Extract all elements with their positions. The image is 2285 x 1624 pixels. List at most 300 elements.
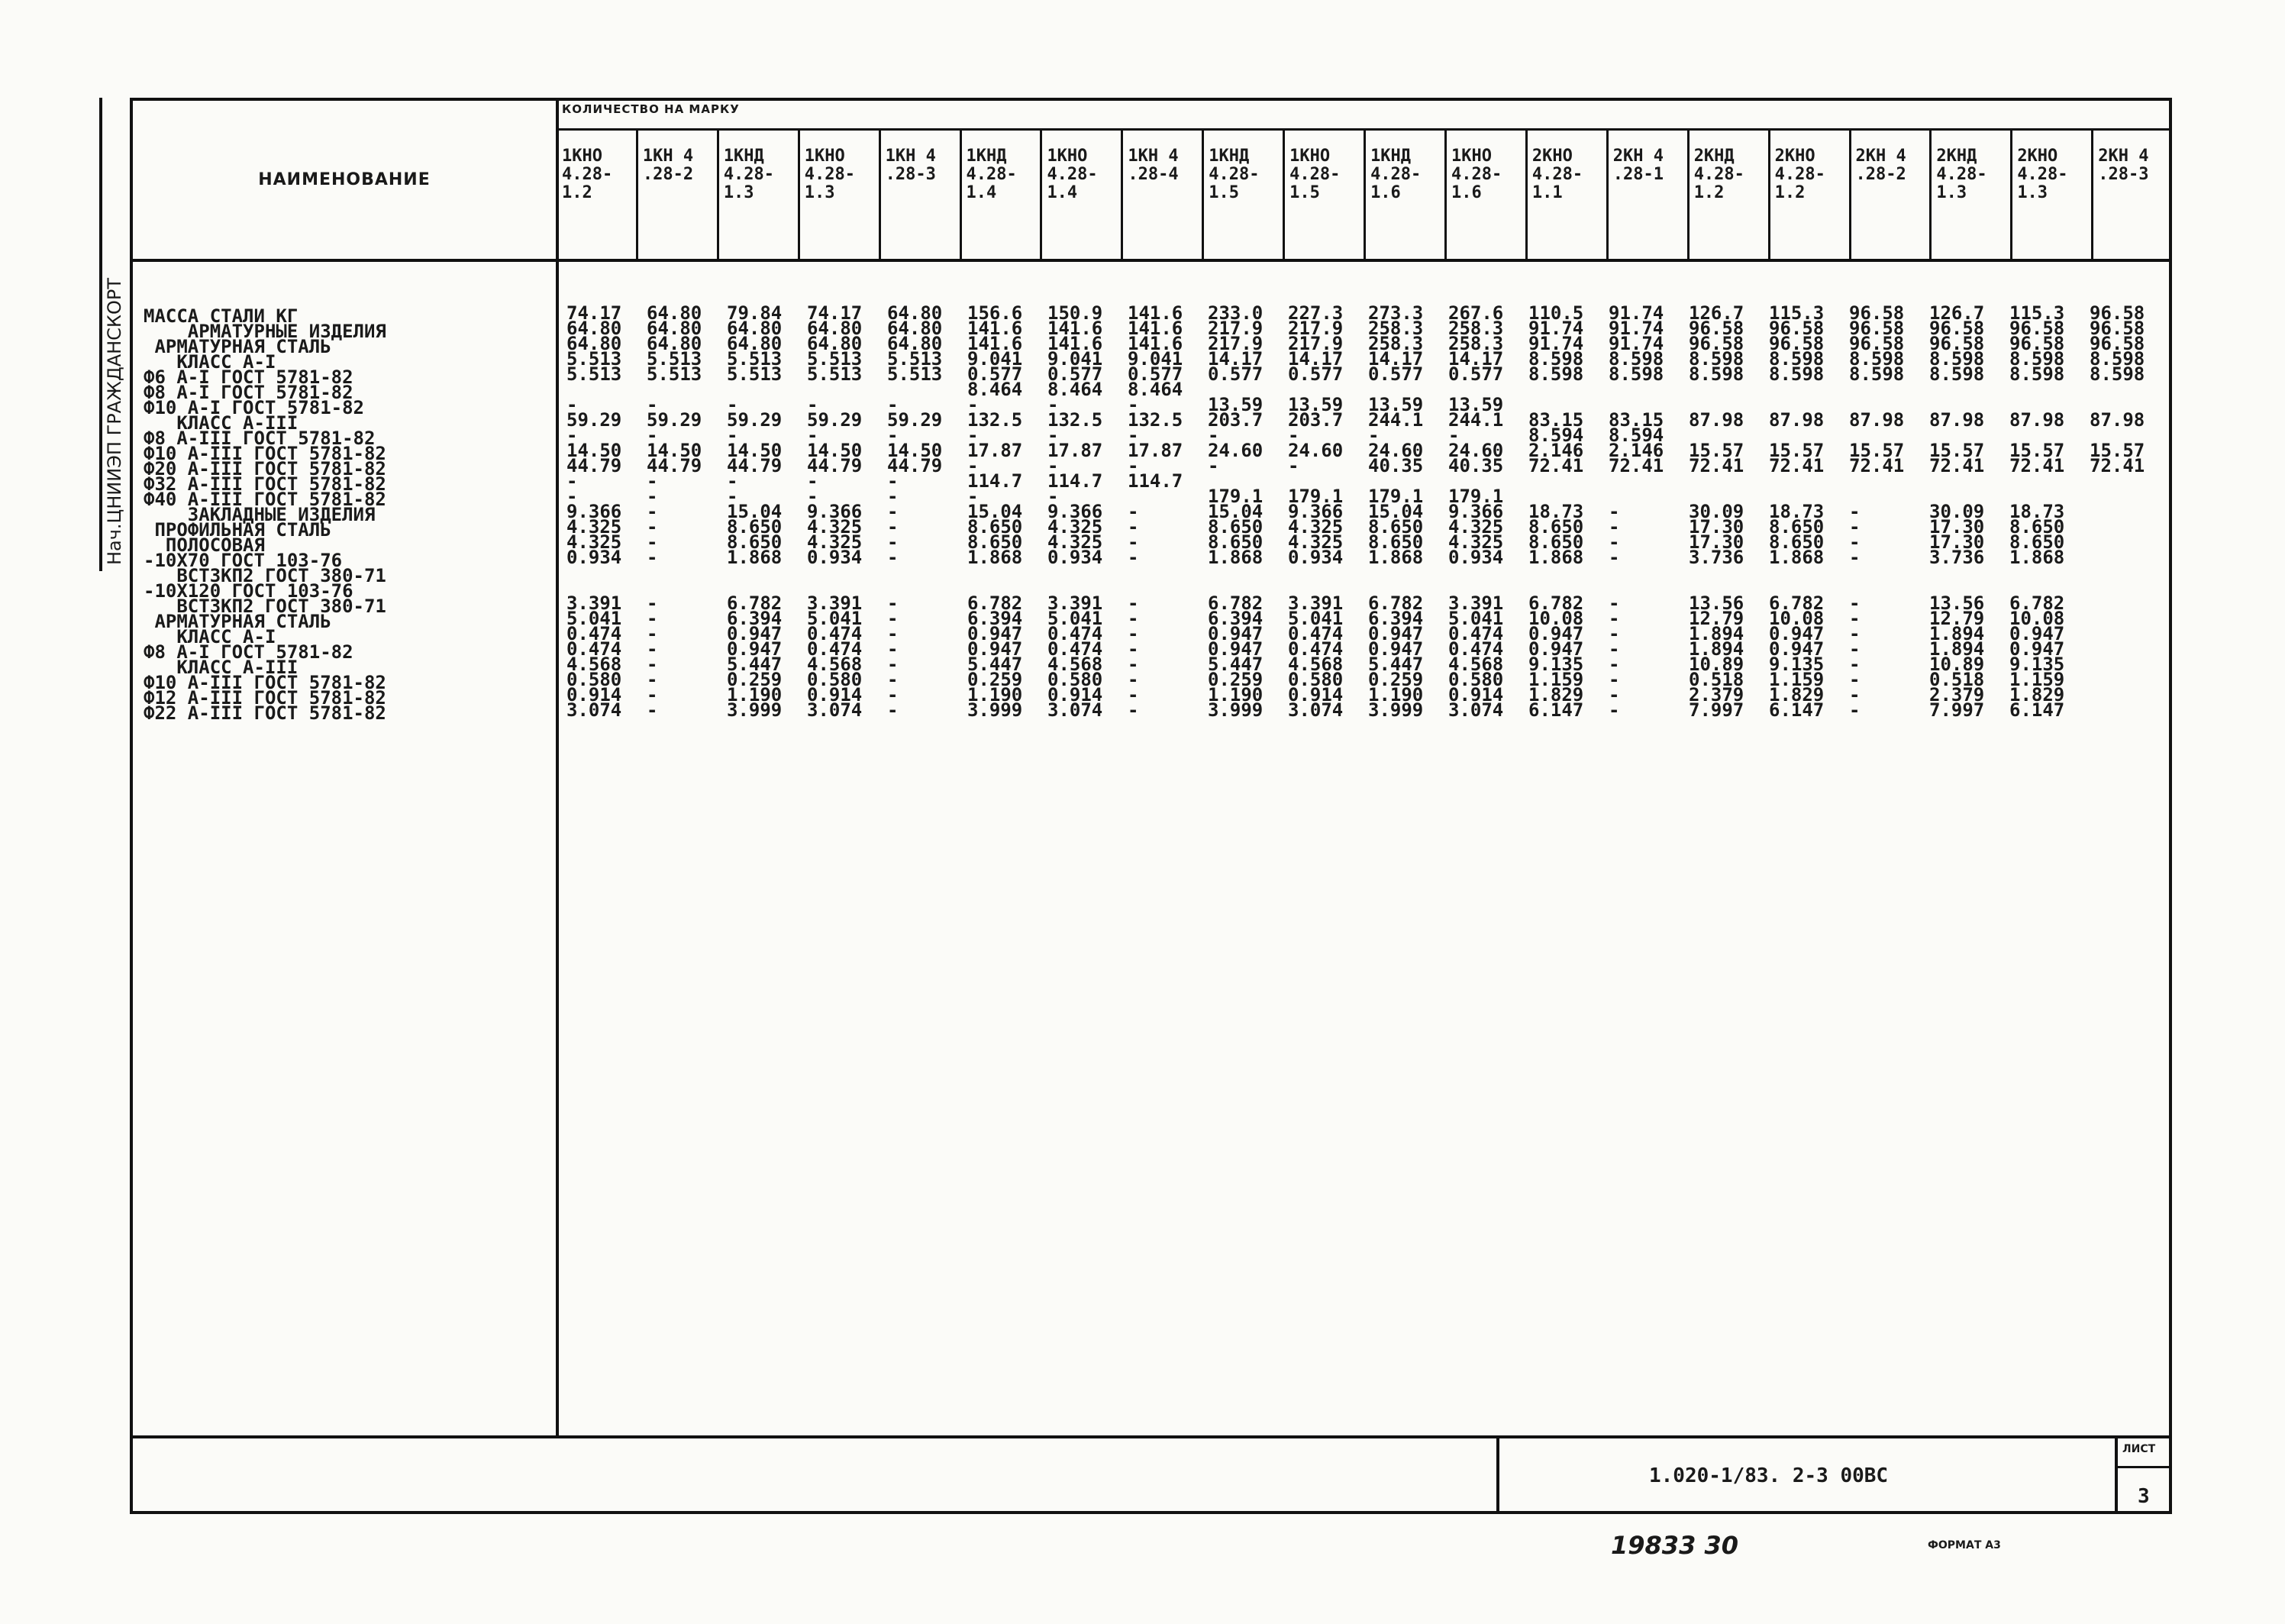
table-cell: 0.947	[1769, 623, 1825, 644]
table-cell: 13.59	[1448, 394, 1504, 415]
table-cell: 8.650	[1769, 516, 1825, 538]
table-cell: 15.57	[1769, 440, 1825, 461]
table-cell: 0.947	[727, 638, 783, 660]
table-cell: -	[647, 699, 658, 721]
table-cell: -	[1128, 699, 1139, 721]
table-cell: 59.29	[727, 409, 783, 431]
mark-column-header	[1447, 131, 1528, 259]
table-cell: 3.074	[1288, 699, 1344, 721]
format-label: ФОРМАТ А3	[1928, 1539, 2001, 1551]
table-cell	[1929, 473, 2009, 489]
table-cell	[1128, 565, 1208, 580]
mark-column-header	[1042, 131, 1123, 259]
table-cell: -	[647, 501, 658, 522]
table-cell: 1.894	[1929, 623, 1985, 644]
table-cell: -	[1128, 592, 1139, 614]
table-cell	[1528, 473, 1609, 489]
table-cell: 64.80	[727, 333, 783, 354]
mark-column-header-line: 2КНД	[1693, 147, 1735, 166]
table-cell: -	[887, 501, 899, 522]
table-cell: 8.650	[1368, 531, 1424, 553]
table-cell: 64.80	[566, 318, 622, 339]
table-cell: 44.79	[887, 455, 943, 476]
mark-column-header	[1851, 131, 1932, 259]
table-cell: 8.598	[1929, 363, 1985, 385]
table-cell: 1.868	[2009, 547, 2065, 568]
mark-column-header-line: 4.28-	[1451, 165, 1502, 184]
mark-column-header	[881, 131, 962, 259]
table-cell: 8.598	[2009, 348, 2065, 370]
table-cell: -	[1609, 501, 1620, 522]
table-cell: -	[1368, 425, 1380, 446]
table-cell: 126.7	[1689, 302, 1744, 324]
item-name: Ф20 А-III ГОСТ 5781-82	[144, 458, 386, 479]
table-cell	[1929, 382, 2009, 397]
table-cell: 114.7	[967, 470, 1023, 492]
table-cell	[1689, 382, 1769, 397]
table-cell: 217.9	[1288, 318, 1344, 339]
table-cell: 233.0	[1208, 302, 1264, 324]
mark-column-header-line: 4.28-	[562, 165, 613, 184]
table-cell: 9.135	[2009, 654, 2065, 675]
mark-column-header-line: 1КНД	[1370, 147, 1412, 166]
table-cell: 1.159	[2009, 669, 2065, 690]
table-cell: -	[807, 394, 818, 415]
table-cell: 3.391	[1047, 592, 1103, 614]
table-cell: -	[1609, 699, 1620, 721]
table-cell: 3.391	[807, 592, 863, 614]
table-cell: 0.947	[967, 623, 1023, 644]
table-row	[566, 547, 2170, 568]
mark-column-header-line: 1.1	[1531, 183, 1563, 202]
table-cell	[1128, 489, 1208, 504]
table-cell: 0.580	[1288, 669, 1344, 690]
table-cell: 0.934	[1047, 547, 1103, 568]
table-cell: 96.58	[2090, 302, 2145, 324]
table-cell: 14.17	[1208, 348, 1264, 370]
table-cell: 8.650	[1528, 516, 1584, 538]
table-cell: 10.89	[1689, 654, 1744, 675]
table-cell: 0.914	[1288, 684, 1344, 705]
mark-column-header	[1690, 131, 1770, 259]
table-cell: 87.98	[1929, 409, 1985, 431]
table-cell: -	[1849, 592, 1861, 614]
mark-column-header	[719, 131, 800, 259]
table-cell	[647, 580, 727, 596]
table-cell: -	[1609, 638, 1620, 660]
table-cell: 5.041	[1288, 608, 1344, 629]
table-cell: -	[807, 425, 818, 446]
table-cell: -	[1288, 425, 1299, 446]
table-cell: 179.1	[1448, 486, 1504, 507]
table-cell: 132.5	[1047, 409, 1103, 431]
table-cell: -	[1047, 455, 1059, 476]
table-cell: -	[1849, 669, 1861, 690]
table-cell: 7.997	[1929, 699, 1985, 721]
table-cell	[2090, 626, 2170, 641]
table-cell: 91.74	[1528, 318, 1584, 339]
table-cell: 5.513	[727, 348, 783, 370]
table-cell: 3.074	[1448, 699, 1504, 721]
table-cell	[2009, 565, 2090, 580]
mark-column-header-line: 2КН 4	[1612, 147, 1664, 166]
table-cell: 8.598	[1609, 363, 1664, 385]
table-cell: 96.58	[1849, 333, 1905, 354]
table-cell: 96.58	[2090, 318, 2145, 339]
table-cell: 227.3	[1288, 302, 1344, 324]
table-cell: 74.17	[566, 302, 622, 324]
table-cell: 14.50	[887, 440, 943, 461]
table-row	[566, 565, 2170, 580]
item-name: КЛАСС А-III	[144, 412, 299, 434]
table-cell: 18.73	[2009, 501, 2065, 522]
table-cell: 0.474	[1288, 623, 1344, 644]
table-cell: 8.650	[727, 531, 783, 553]
table-cell: 1.190	[1368, 684, 1424, 705]
table-cell: 83.15	[1528, 409, 1584, 431]
table-cell: 14.17	[1368, 348, 1424, 370]
table-cell: 217.9	[1288, 333, 1344, 354]
table-cell	[1448, 565, 1528, 580]
stamp-divider	[130, 1435, 2172, 1438]
table-cell: 3.074	[566, 699, 622, 721]
table-cell: 4.568	[1288, 654, 1344, 675]
item-name: Ф40 А-III ГОСТ 5781-82	[144, 489, 386, 510]
mark-column-header	[1204, 131, 1285, 259]
table-cell: 3.736	[1929, 547, 1985, 568]
table-cell: 0.934	[1448, 547, 1504, 568]
item-name: АРМАТУРНЫЕ ИЗДЕЛИЯ	[144, 321, 386, 342]
table-cell: -	[647, 592, 658, 614]
table-cell: 72.41	[1528, 455, 1584, 476]
table-cell: 5.041	[807, 608, 863, 629]
table-cell: 6.782	[1769, 592, 1825, 614]
table-cell: -	[887, 623, 899, 644]
table-cell: 4.568	[807, 654, 863, 675]
table-cell: 1.868	[1528, 547, 1584, 568]
table-cell: 1.190	[967, 684, 1023, 705]
table-cell: -	[887, 470, 899, 492]
table-cell: 8.598	[1849, 348, 1905, 370]
table-cell: 2.146	[1609, 440, 1664, 461]
table-cell: 15.04	[1368, 501, 1424, 522]
table-cell	[2090, 672, 2170, 687]
table-cell: 8.598	[1769, 348, 1825, 370]
table-cell: 0.947	[2009, 638, 2065, 660]
table-cell: 1.868	[727, 547, 783, 568]
table-cell: 1.894	[1689, 623, 1744, 644]
table-cell: 126.7	[1929, 302, 1985, 324]
table-cell	[1609, 473, 1689, 489]
table-cell	[1288, 565, 1368, 580]
table-cell: -	[727, 486, 738, 507]
sheet-divider	[2118, 1466, 2172, 1468]
table-cell: 1.868	[967, 547, 1023, 568]
table-cell: 1.894	[1929, 638, 1985, 660]
table-cell: -	[1849, 501, 1861, 522]
table-cell: -	[1849, 654, 1861, 675]
table-cell: 1.868	[1208, 547, 1264, 568]
table-cell: 64.80	[566, 333, 622, 354]
table-cell: 1.829	[1528, 684, 1584, 705]
table-cell: 0.577	[967, 363, 1023, 385]
table-cell: -	[647, 608, 658, 629]
table-cell	[1047, 565, 1128, 580]
item-name: ВСТЗКП2 ГОСТ 380-71	[144, 596, 386, 617]
item-name: Ф22 А-III ГОСТ 5781-82	[144, 702, 386, 724]
table-cell: 5.513	[566, 348, 622, 370]
mark-column-header-line: 1КНД	[966, 147, 1007, 166]
mark-column-header-line: 2КНО	[1531, 147, 1573, 166]
table-cell: 5.447	[967, 654, 1023, 675]
table-cell: 0.947	[2009, 623, 2065, 644]
mark-column-header	[1285, 131, 1366, 259]
quantity-grid	[566, 302, 2170, 721]
table-cell: 0.580	[1448, 669, 1504, 690]
table-cell	[2090, 519, 2170, 534]
table-cell: 5.513	[566, 363, 622, 385]
table-cell: 72.41	[1769, 455, 1825, 476]
mark-column-header-line: 1.2	[1693, 183, 1725, 202]
table-cell: 5.513	[647, 348, 702, 370]
table-cell	[2090, 641, 2170, 657]
table-cell: 64.80	[887, 302, 943, 324]
table-cell: 59.29	[807, 409, 863, 431]
table-cell: -	[566, 470, 578, 492]
table-cell	[2090, 702, 2170, 718]
table-cell: -	[1849, 623, 1861, 644]
table-cell: -	[1609, 623, 1620, 644]
table-cell: 141.6	[1047, 333, 1103, 354]
table-cell: -	[807, 470, 818, 492]
table-cell: 6.782	[967, 592, 1023, 614]
table-cell	[1849, 565, 1929, 580]
table-cell: 87.98	[2009, 409, 2065, 431]
table-cell: 132.5	[967, 409, 1023, 431]
table-cell: 179.1	[1368, 486, 1424, 507]
table-cell: 8.594	[1609, 425, 1664, 446]
table-cell: 4.568	[566, 654, 622, 675]
table-cell: 1.829	[1769, 684, 1825, 705]
table-cell: 17.87	[1047, 440, 1103, 461]
table-cell: 6.394	[1208, 608, 1264, 629]
table-cell	[1849, 489, 1929, 504]
table-cell: 3.999	[727, 699, 783, 721]
table-cell: -	[887, 669, 899, 690]
table-cell: 8.464	[1047, 379, 1103, 400]
table-cell	[1849, 580, 1929, 596]
table-cell	[1929, 565, 2009, 580]
table-cell: 8.650	[967, 531, 1023, 553]
table-cell: -	[1609, 669, 1620, 690]
table-cell: 17.30	[1689, 531, 1744, 553]
mark-column-header	[1123, 131, 1204, 259]
table-cell: 1.159	[1769, 669, 1825, 690]
table-cell: 44.79	[727, 455, 783, 476]
table-cell: 64.80	[887, 318, 943, 339]
table-cell: 15.57	[2090, 440, 2145, 461]
table-cell: 2.146	[1528, 440, 1584, 461]
table-cell: -	[1609, 684, 1620, 705]
table-cell: 64.80	[647, 302, 702, 324]
table-cell: 1.190	[727, 684, 783, 705]
table-cell: 8.598	[2009, 363, 2065, 385]
item-name: -10Х70 ГОСТ 103-76	[144, 550, 343, 571]
table-cell: 13.59	[1288, 394, 1344, 415]
table-cell: 8.598	[1528, 348, 1584, 370]
table-cell	[887, 580, 967, 596]
mark-column-header-line: 2КН 4	[2098, 147, 2149, 166]
mark-column-header-line: .28-3	[885, 165, 936, 184]
table-cell: 9.366	[566, 501, 622, 522]
table-cell: 91.74	[1528, 333, 1584, 354]
table-cell: -	[647, 638, 658, 660]
table-cell: 64.80	[807, 333, 863, 354]
table-cell: 0.518	[1929, 669, 1985, 690]
table-cell: 1.829	[2009, 684, 2065, 705]
mark-column-header-line: 1.3	[804, 183, 835, 202]
table-cell: -	[566, 394, 578, 415]
table-cell: 0.934	[566, 547, 622, 568]
table-cell: 72.41	[2090, 455, 2145, 476]
table-cell: 0.518	[1689, 669, 1744, 690]
table-cell: 5.513	[807, 348, 863, 370]
table-cell: -	[1047, 425, 1059, 446]
table-cell: 6.394	[727, 608, 783, 629]
table-cell: 87.98	[1769, 409, 1825, 431]
table-cell: 96.58	[1689, 333, 1744, 354]
table-cell: 87.98	[1849, 409, 1905, 431]
document-code: 1.020-1/83. 2-3 00ВС	[1649, 1464, 1889, 1487]
table-cell: 0.474	[807, 638, 863, 660]
table-cell: 4.325	[1288, 531, 1344, 553]
table-cell: 0.934	[807, 547, 863, 568]
mark-column-header-line: 4.28-	[1289, 165, 1341, 184]
table-cell: 8.464	[967, 379, 1023, 400]
table-cell: 179.1	[1208, 486, 1264, 507]
table-cell: -	[1128, 547, 1139, 568]
table-cell: 5.513	[887, 363, 943, 385]
item-name: ЗАКЛАДНЫЕ ИЗДЕЛИЯ	[144, 504, 376, 525]
mark-column-header-line: 1.6	[1451, 183, 1482, 202]
table-cell: 9.366	[1047, 501, 1103, 522]
table-cell: 64.80	[647, 318, 702, 339]
table-cell: 244.1	[1368, 409, 1424, 431]
item-name: Ф8 А-III ГОСТ 5781-82	[144, 428, 376, 449]
table-cell: 0.947	[1769, 638, 1825, 660]
table-cell: 8.598	[2090, 348, 2145, 370]
table-cell: 5.513	[727, 363, 783, 385]
item-name: АРМАТУРНАЯ СТАЛЬ	[144, 336, 331, 357]
table-cell: 8.650	[1208, 531, 1264, 553]
table-cell: 141.6	[1128, 333, 1183, 354]
table-cell: 8.598	[1769, 363, 1825, 385]
table-cell: 3.999	[1368, 699, 1424, 721]
table-cell: 79.84	[727, 302, 783, 324]
table-cell: 83.15	[1609, 409, 1664, 431]
table-cell: 72.41	[1609, 455, 1664, 476]
table-cell: -	[1609, 516, 1620, 538]
table-cell: 4.325	[1288, 516, 1344, 538]
table-cell: 17.30	[1929, 531, 1985, 553]
table-cell: 4.325	[1448, 516, 1504, 538]
table-cell: -	[1609, 608, 1620, 629]
table-cell: 15.04	[967, 501, 1023, 522]
table-cell: 30.09	[1929, 501, 1985, 522]
table-cell	[1769, 565, 1849, 580]
table-cell: 14.50	[807, 440, 863, 461]
table-cell	[2090, 534, 2170, 550]
table-cell: -	[1128, 501, 1139, 522]
table-cell: 5.041	[1047, 608, 1103, 629]
item-name: КЛАСС А-I	[144, 351, 276, 373]
table-cell: 5.041	[566, 608, 622, 629]
table-cell: 0.577	[1128, 363, 1183, 385]
table-cell: -	[1047, 394, 1059, 415]
table-cell	[1769, 382, 1849, 397]
table-cell: 24.60	[1288, 440, 1344, 461]
table-cell: 4.568	[1448, 654, 1504, 675]
table-cell: -	[887, 516, 899, 538]
table-cell: 15.57	[1689, 440, 1744, 461]
table-cell: 8.650	[727, 516, 783, 538]
table-cell: 0.474	[566, 638, 622, 660]
table-cell: 4.325	[1047, 531, 1103, 553]
mark-column-header-line: 1КН 4	[885, 147, 936, 166]
table-cell: 8.598	[1609, 348, 1664, 370]
table-cell: 1.868	[1368, 547, 1424, 568]
table-cell: 8.650	[2009, 531, 2065, 553]
table-cell: 0.259	[967, 669, 1023, 690]
table-cell: 1.868	[1769, 547, 1825, 568]
table-cell: 8.598	[1689, 348, 1744, 370]
table-cell: -	[1609, 592, 1620, 614]
table-cell: -	[807, 486, 818, 507]
table-cell: 6.394	[1368, 608, 1424, 629]
table-cell: 91.74	[1609, 302, 1664, 324]
table-cell: 0.474	[807, 623, 863, 644]
table-cell: 1.190	[1208, 684, 1264, 705]
sheet-number: 3	[2138, 1485, 2150, 1508]
quantity-header: КОЛИЧЕСТВО НА МАРКУ	[562, 102, 740, 116]
table-cell: 9.366	[807, 501, 863, 522]
table-cell: 4.325	[566, 531, 622, 553]
table-cell: -	[1128, 455, 1139, 476]
table-cell: 141.6	[967, 318, 1023, 339]
table-cell: -	[887, 699, 899, 721]
table-cell	[1609, 489, 1689, 504]
table-cell: 96.58	[1769, 333, 1825, 354]
table-cell	[1849, 473, 1929, 489]
table-cell	[887, 382, 967, 397]
table-cell	[727, 382, 807, 397]
item-name: Ф12 А-III ГОСТ 5781-82	[144, 687, 386, 709]
table-cell: -	[887, 394, 899, 415]
table-cell	[1128, 580, 1208, 596]
table-cell: 258.3	[1368, 318, 1424, 339]
table-cell: -	[1609, 654, 1620, 675]
table-cell: 114.7	[1128, 470, 1183, 492]
table-cell: 96.58	[1849, 318, 1905, 339]
item-name: Ф8 А-I ГОСТ 5781-82	[144, 382, 353, 403]
table-cell: -	[1849, 531, 1861, 553]
table-cell: 115.3	[2009, 302, 2065, 324]
table-cell: -	[1128, 638, 1139, 660]
table-cell: 203.7	[1288, 409, 1344, 431]
table-cell: 30.09	[1689, 501, 1744, 522]
table-cell: 6.782	[2009, 592, 2065, 614]
table-cell: 0.914	[807, 684, 863, 705]
